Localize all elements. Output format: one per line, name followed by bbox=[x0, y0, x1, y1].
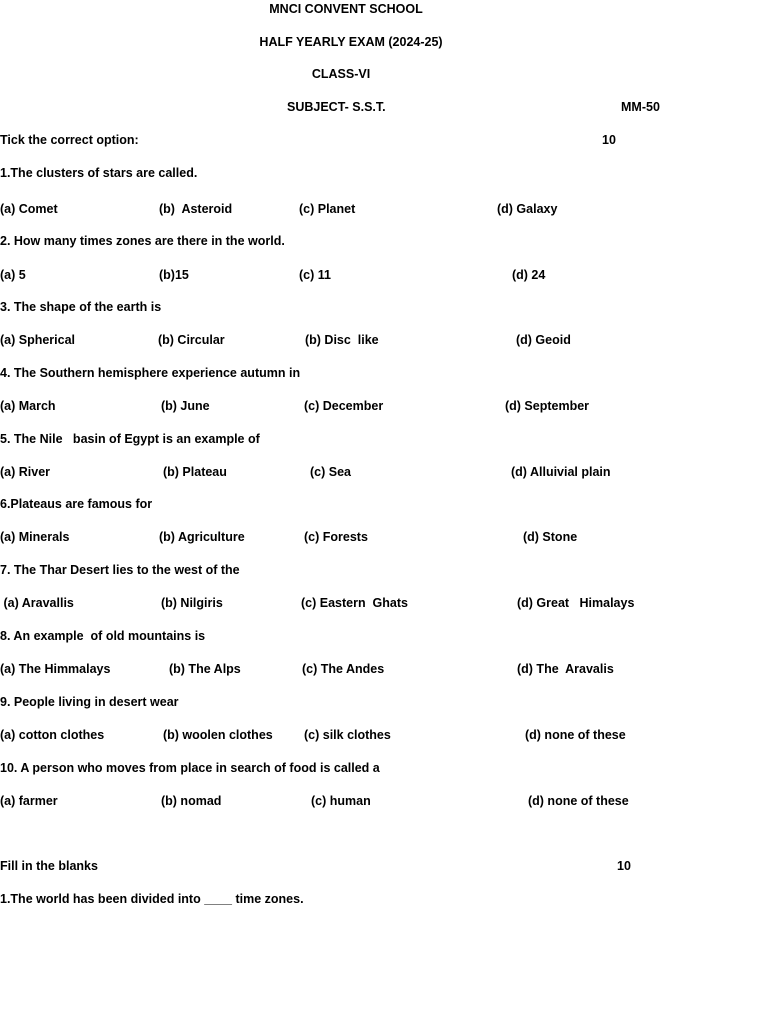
q7-option-c[interactable]: (c) Eastern Ghats bbox=[301, 596, 408, 610]
q7-option-d[interactable]: (d) Great Himalays bbox=[517, 596, 635, 610]
q5-option-b[interactable]: (b) Plateau bbox=[163, 465, 227, 479]
question-3: 3. The shape of the earth is bbox=[0, 300, 162, 314]
q4-option-c[interactable]: (c) December bbox=[304, 399, 384, 413]
q5-option-c[interactable]: (c) Sea bbox=[310, 465, 351, 479]
q10-option-d[interactable]: (d) none of these bbox=[528, 794, 629, 808]
q9-option-b[interactable]: (b) woolen clothes bbox=[163, 728, 273, 742]
q4-option-a[interactable]: (a) March bbox=[0, 399, 56, 413]
question-1: 1.The clusters of stars are called. bbox=[0, 166, 198, 180]
section-mcq-title: Tick the correct option: bbox=[0, 133, 139, 147]
q1-option-b[interactable]: (b) Asteroid bbox=[159, 202, 233, 216]
question-9: 9. People living in desert wear bbox=[0, 695, 179, 709]
q4-option-b[interactable]: (b) June bbox=[161, 399, 210, 413]
q9-option-a[interactable]: (a) cotton clothes bbox=[0, 728, 105, 742]
question-7: 7. The Thar Desert lies to the west of the bbox=[0, 563, 240, 577]
question-4: 4. The Southern hemisphere experience autumn in bbox=[0, 366, 301, 380]
school-name: MNCI CONVENT SCHOOL bbox=[269, 2, 423, 16]
q5-option-d[interactable]: (d) Alluivial plain bbox=[511, 465, 611, 479]
q8-option-b[interactable]: (b) The Alps bbox=[169, 662, 241, 676]
q2-option-d[interactable]: (d) 24 bbox=[512, 268, 546, 282]
section-blanks-title: Fill in the blanks bbox=[0, 859, 98, 873]
q5-option-a[interactable]: (a) River bbox=[0, 465, 51, 479]
q1-option-d[interactable]: (d) Galaxy bbox=[497, 202, 558, 216]
question-5: 5. The Nile basin of Egypt is an example of bbox=[0, 432, 260, 446]
q8-option-a[interactable]: (a) The Himmalays bbox=[0, 662, 111, 676]
q8-option-c[interactable]: (c) The Andes bbox=[302, 662, 385, 676]
q2-option-a[interactable]: (a) 5 bbox=[0, 268, 26, 282]
q1-option-a[interactable]: (a) Comet bbox=[0, 202, 58, 216]
q10-option-a[interactable]: (a) farmer bbox=[0, 794, 58, 808]
q3-option-a[interactable]: (a) Spherical bbox=[0, 333, 76, 347]
q3-option-d[interactable]: (d) Geoid bbox=[516, 333, 571, 347]
question-2: 2. How many times zones are there in the world. bbox=[0, 234, 285, 248]
q6-option-c[interactable]: (c) Forests bbox=[304, 530, 368, 544]
q6-option-b[interactable]: (b) Agriculture bbox=[159, 530, 245, 544]
q6-option-d[interactable]: (d) Stone bbox=[523, 530, 578, 544]
q7-option-b[interactable]: (b) Nilgiris bbox=[161, 596, 223, 610]
q9-option-c[interactable]: (c) silk clothes bbox=[304, 728, 391, 742]
q1-option-c[interactable]: (c) Planet bbox=[299, 202, 356, 216]
q3-option-c[interactable]: (b) Disc like bbox=[305, 333, 379, 347]
exam-title: HALF YEARLY EXAM (2024-25) bbox=[259, 35, 443, 49]
q6-option-a[interactable]: (a) Minerals bbox=[0, 530, 70, 544]
q7-option-a[interactable]: (a) Aravallis bbox=[0, 596, 74, 610]
section-mcq-marks: 10 bbox=[602, 133, 616, 147]
subject-label: SUBJECT- S.S.T. bbox=[287, 100, 386, 114]
max-marks: MM-50 bbox=[621, 100, 660, 114]
q2-option-c[interactable]: (c) 11 bbox=[299, 268, 331, 282]
question-10: 10. A person who moves from place in search of food is called a bbox=[0, 761, 380, 775]
q10-option-b[interactable]: (b) nomad bbox=[161, 794, 222, 808]
class-label: CLASS-VI bbox=[311, 67, 371, 81]
question-8: 8. An example of old mountains is bbox=[0, 629, 206, 643]
q3-option-b[interactable]: (b) Circular bbox=[158, 333, 225, 347]
q4-option-d[interactable]: (d) September bbox=[505, 399, 590, 413]
q10-option-c[interactable]: (c) human bbox=[311, 794, 371, 808]
question-6: 6.Plateaus are famous for bbox=[0, 497, 153, 511]
q9-option-d[interactable]: (d) none of these bbox=[525, 728, 626, 742]
blank-question-1: 1.The world has been divided into ____ time zones. bbox=[0, 892, 304, 906]
q2-option-b[interactable]: (b)15 bbox=[159, 268, 189, 282]
section-blanks-marks: 10 bbox=[617, 859, 631, 873]
q8-option-d[interactable]: (d) The Aravalis bbox=[517, 662, 614, 676]
